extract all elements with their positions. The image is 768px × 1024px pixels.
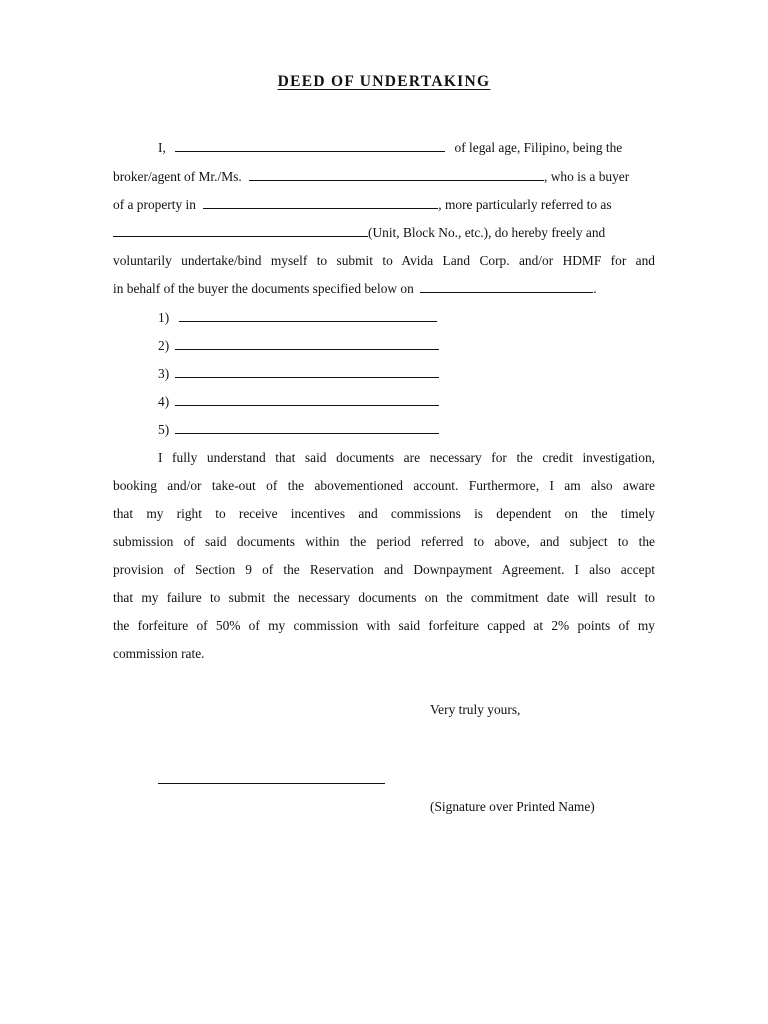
paragraph1-line4: (Unit, Block No., etc.), do hereby freely and — [113, 224, 605, 242]
paragraph2-line4: submission of said documents within the period referred to above, and subject to the — [113, 534, 655, 549]
paragraph1-line5: voluntarily undertake/bind myself to submit to Avida Land Corp. and/or HDMF for and — [113, 253, 655, 268]
signature-caption: (Signature over Printed Name) — [430, 799, 595, 814]
paragraph2-line5: provision of Section 9 of the Reservation and Downpayment Agreement. I also accept — [113, 562, 655, 577]
closing-salutation: Very truly yours, — [430, 702, 521, 717]
document-item-2-field[interactable] — [175, 338, 439, 350]
agent-name-field[interactable] — [175, 140, 445, 152]
paragraph2-line8: commission rate. — [113, 646, 205, 661]
document-item-1-field[interactable] — [179, 310, 437, 322]
document-item-3: 3) — [158, 365, 439, 383]
unit-details-field[interactable] — [113, 225, 368, 237]
paragraph2-line1: I fully understand that said documents are necessary for the credit investigation, — [158, 450, 655, 465]
paragraph2-line7: the forfeiture of 50% of my commission with said forfeiture capped at 2% points of my — [113, 618, 655, 633]
signature-line[interactable] — [158, 783, 385, 784]
document-title: DEED OF UNDERTAKING — [277, 73, 491, 90]
paragraph2-line2: booking and/or take-out of the abovementioned account. Furthermore, I am also aware — [113, 478, 655, 493]
property-location-field[interactable] — [203, 197, 438, 209]
paragraph1-line2: broker/agent of Mr./Ms. , who is a buyer — [113, 169, 630, 184]
document-item-2: 2) — [158, 337, 439, 355]
document-item-5: 5) — [158, 421, 439, 439]
submission-date-field[interactable] — [420, 281, 593, 293]
document-item-4: 4) — [158, 393, 439, 411]
paragraph1-line1: I, of legal age, Filipino, being the — [158, 140, 623, 155]
paragraph1-line3: of a property in , more particularly referred to as — [113, 197, 612, 212]
paragraph1-line6: in behalf of the buyer the documents specified below on . — [113, 281, 597, 296]
document-item-5-field[interactable] — [175, 422, 439, 434]
paragraph2-line3: that my right to receive incentives and commissions is dependent on the timely — [113, 506, 655, 521]
document-item-1: 1) — [158, 309, 437, 327]
document-item-4-field[interactable] — [175, 394, 439, 406]
buyer-name-field[interactable] — [249, 169, 544, 181]
document-item-3-field[interactable] — [175, 366, 439, 378]
paragraph2-line6: that my failure to submit the necessary documents on the commitment date will result to — [113, 590, 655, 605]
